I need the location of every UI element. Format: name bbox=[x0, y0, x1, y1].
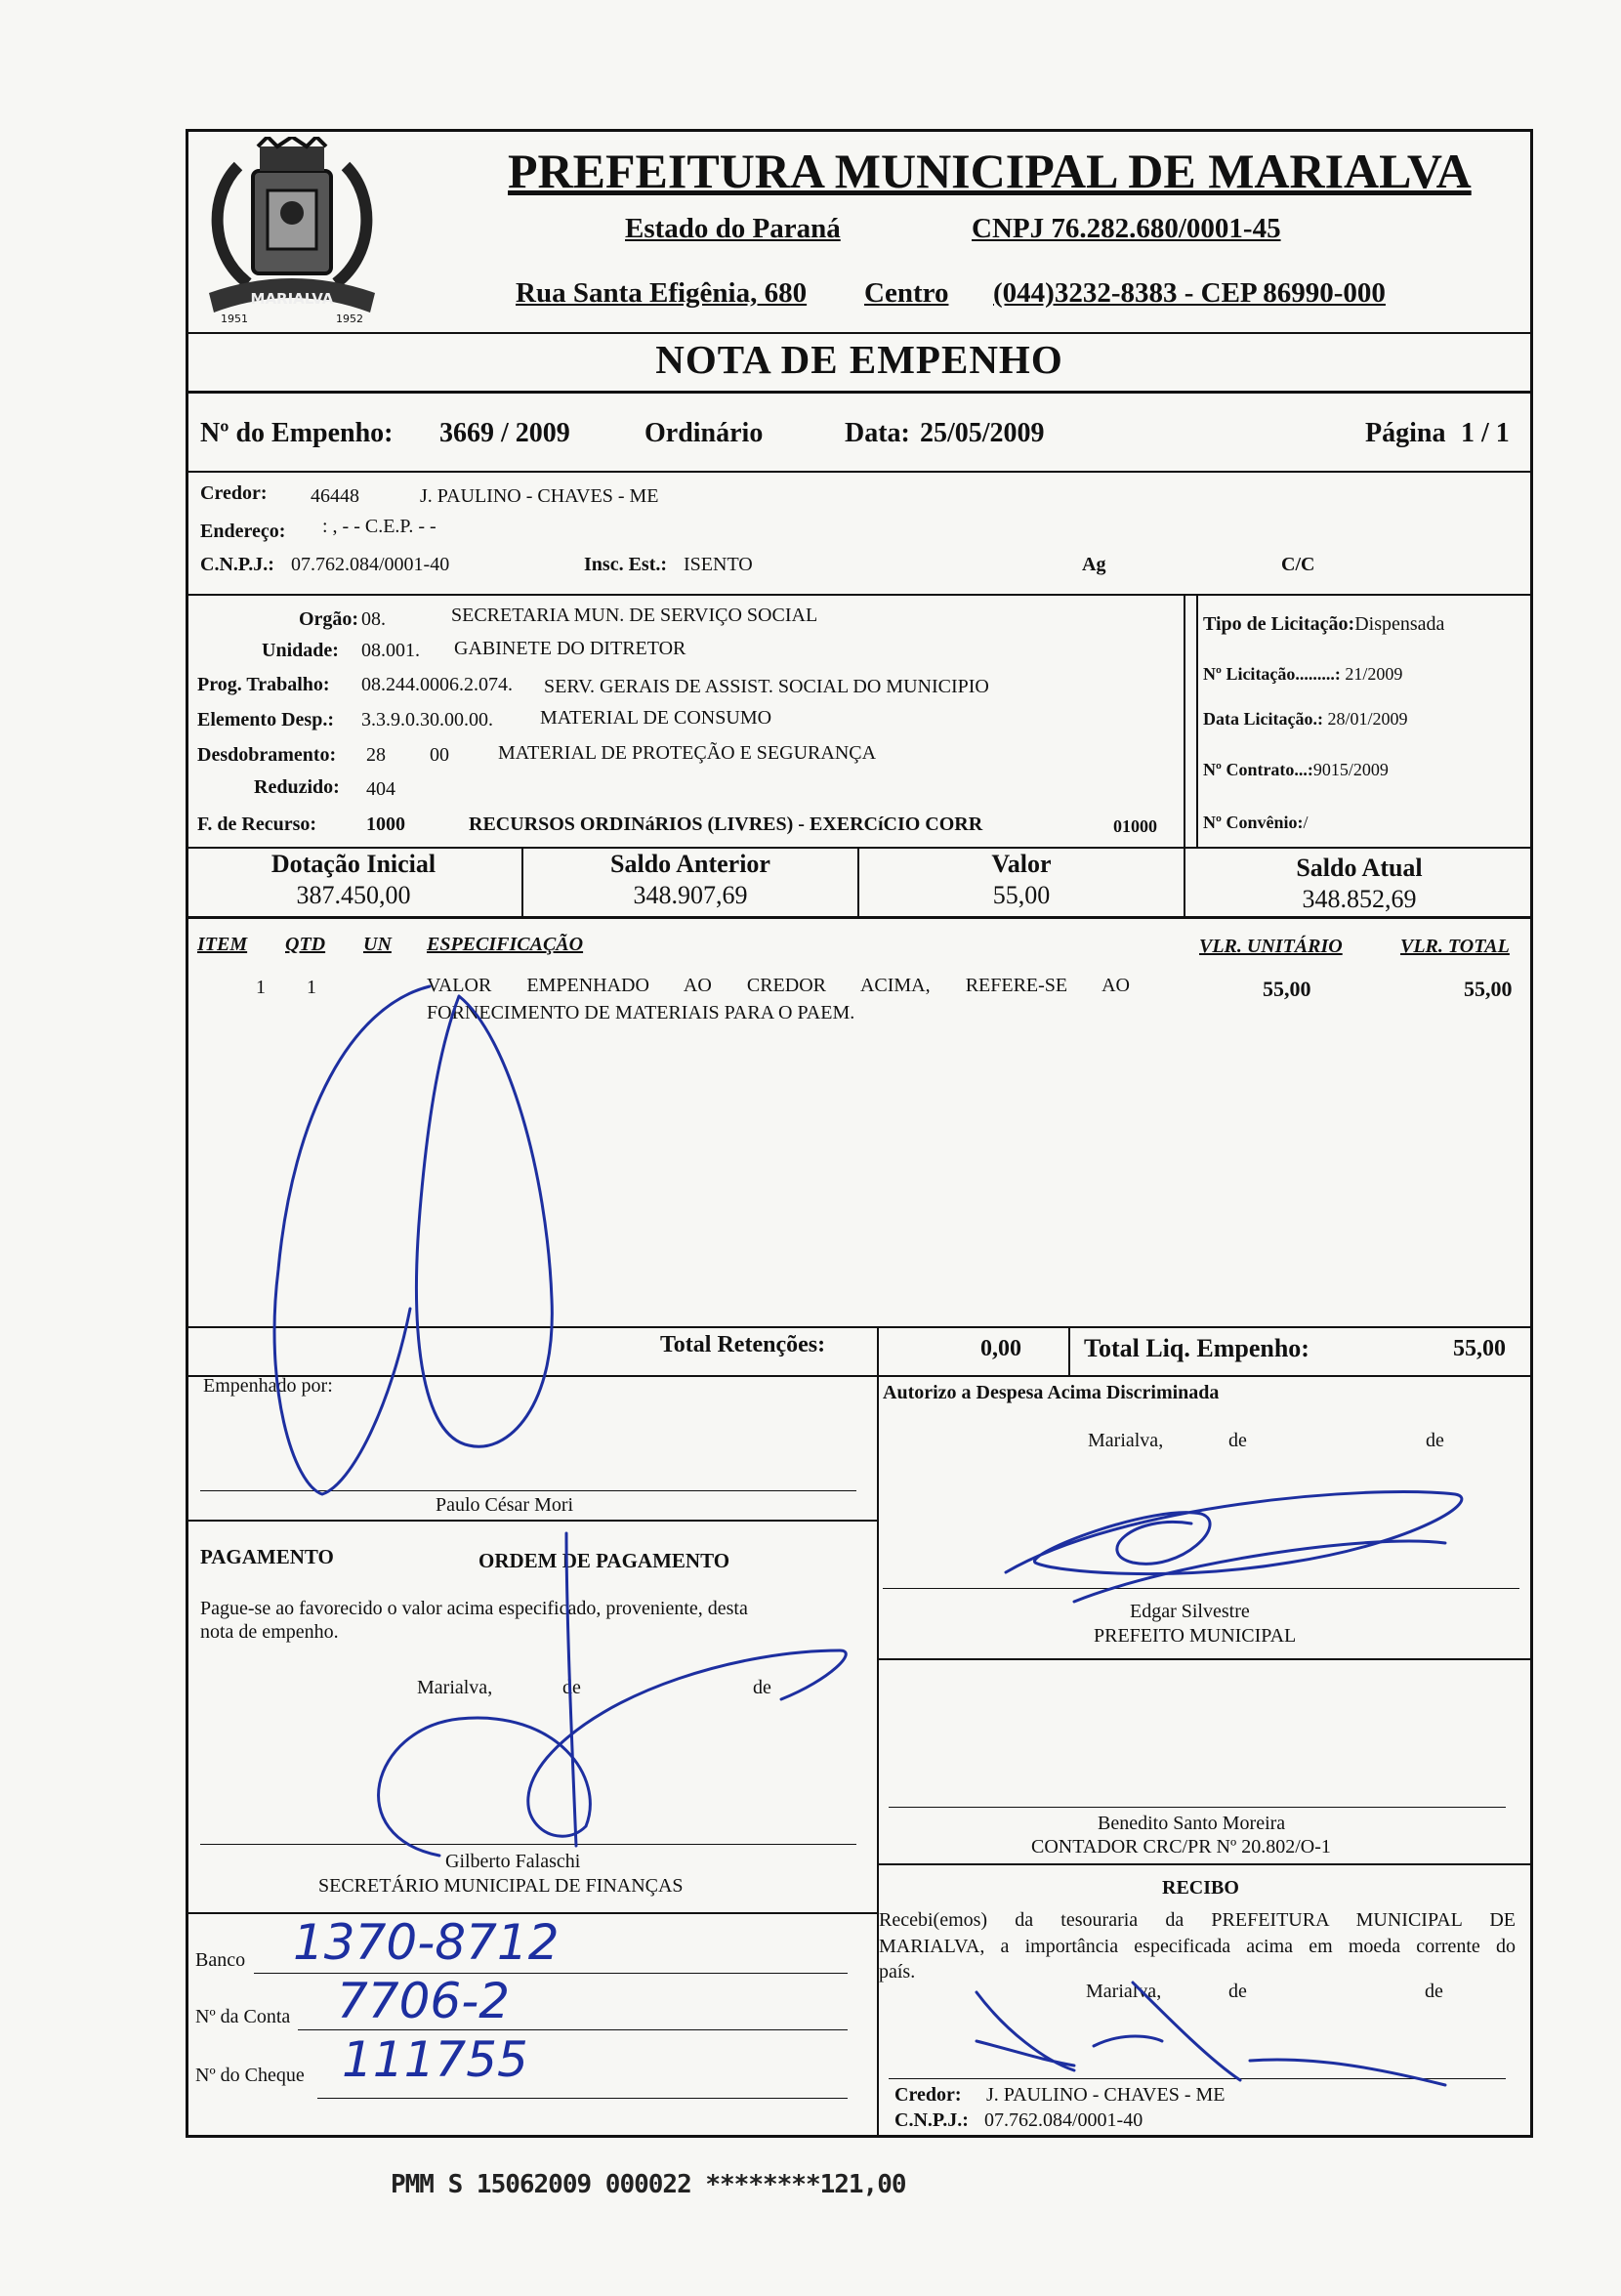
doc-title: NOTA DE EMPENHO bbox=[655, 337, 1063, 382]
licitacao-tipo-value: Dispensada bbox=[1354, 613, 1445, 635]
licitacao-data-value: 28/01/2009 bbox=[1327, 709, 1408, 729]
ordem-marialva: Marialva, bbox=[417, 1677, 493, 1698]
insc-label: Insc. Est.: bbox=[584, 554, 668, 575]
saldo-atual-value: 348.852,69 bbox=[1302, 885, 1417, 913]
banco-handwritten: 1370-8712 bbox=[293, 1914, 560, 1971]
unidade-desc: GABINETE DO DITRETOR bbox=[454, 638, 686, 659]
cheque-label: Nº do Cheque bbox=[195, 2065, 305, 2086]
licitacao-data bbox=[1203, 709, 1407, 730]
unidade-label: Unidade: bbox=[262, 640, 339, 661]
credor-cnpj-label: C.N.P.J.: bbox=[200, 554, 274, 575]
liquido-label: Total Liq. Empenho: bbox=[1084, 1334, 1309, 1362]
conta-label: Nº da Conta bbox=[195, 2006, 291, 2027]
prefeito-cargo: PREFEITO MUNICIPAL bbox=[1094, 1625, 1297, 1647]
desdobramento-code1: 28 bbox=[366, 744, 386, 766]
saldo-atual-label: Saldo Atual bbox=[1296, 854, 1423, 882]
cc-label: C/C bbox=[1281, 554, 1315, 575]
licitacao-data-label: Data Licitação.: bbox=[1203, 709, 1323, 729]
autorizo-de1: de bbox=[1228, 1430, 1247, 1451]
valor-value: 55,00 bbox=[992, 881, 1051, 909]
licitacao-contrato bbox=[1203, 760, 1389, 780]
empenho-date-label: Data: bbox=[845, 418, 910, 448]
col-total: VLR. TOTAL bbox=[1400, 936, 1510, 957]
recibo-texto-1: Recebi(emos) da tesouraria da PREFEITURA MUNICIPAL DE bbox=[879, 1909, 1516, 1931]
recibo-de2: de bbox=[1425, 1981, 1443, 2002]
credor-label: Credor: bbox=[200, 482, 268, 504]
col-unit: VLR. UNITÁRIO bbox=[1199, 936, 1343, 957]
elemento-desc: MATERIAL DE CONSUMO bbox=[540, 707, 772, 729]
reduzido-code: 404 bbox=[366, 778, 395, 800]
credor-cnpj: 07.762.084/0001-40 bbox=[291, 554, 450, 575]
recibo-de1: de bbox=[1228, 1981, 1247, 2002]
ordem-pagamento-label: ORDEM DE PAGAMENTO bbox=[478, 1549, 730, 1572]
credor-name: J. PAULINO - CHAVES - ME bbox=[420, 485, 659, 507]
col-qtd: QTD bbox=[285, 934, 326, 955]
licitacao-convenio bbox=[1203, 813, 1308, 833]
contador-nome: Benedito Santo Moreira bbox=[1098, 1813, 1286, 1834]
saldo-anterior-value: 348.907,69 bbox=[633, 881, 748, 909]
retencoes-label: Total Retenções: bbox=[660, 1332, 826, 1357]
credor-code: 46448 bbox=[311, 485, 359, 507]
orgao-code: 08. bbox=[361, 608, 386, 630]
elemento-label: Elemento Desp.: bbox=[197, 709, 334, 731]
cnpj-label: CNPJ 76.282.680/0001-45 bbox=[972, 213, 1281, 244]
ordem-texto-1: Pague-se ao favorecido o valor acima especificado, proveniente, desta bbox=[200, 1598, 748, 1619]
recibo-texto-2: MARIALVA, a importância especificada acima em moeda corrente do bbox=[879, 1936, 1516, 1957]
ag-label: Ag bbox=[1082, 554, 1106, 575]
autorizo-text: Autorizo a Despesa Acima Discriminada bbox=[883, 1382, 1220, 1403]
banco-label: Banco bbox=[195, 1949, 246, 1971]
saldo-anterior-label: Saldo Anterior bbox=[610, 850, 770, 878]
licitacao-num-value: 21/2009 bbox=[1345, 664, 1403, 684]
district-label: Centro bbox=[864, 277, 949, 309]
prog-code: 08.244.0006.2.074. bbox=[361, 674, 513, 695]
recibo-texto-3: país. bbox=[879, 1961, 916, 1983]
dotacao-inicial-label: Dotação Inicial bbox=[270, 850, 436, 878]
licitacao-num bbox=[1203, 664, 1402, 685]
licitacao-convenio-label: Nº Convênio: bbox=[1203, 813, 1304, 832]
valor-label: Valor bbox=[991, 850, 1052, 878]
recibo-title: RECIBO bbox=[1162, 1877, 1239, 1899]
item-row-qtd: 1 bbox=[307, 977, 316, 998]
cheque-handwritten: 111755 bbox=[342, 2031, 528, 2088]
secretario-cargo: SECRETÁRIO MUNICIPAL DE FINANÇAS bbox=[318, 1875, 684, 1897]
fonte-number: 01000 bbox=[1113, 816, 1157, 836]
item-row-espec-line2: FORNECIMENTO DE MATERIAIS PARA O PAEM. bbox=[427, 1002, 855, 1023]
reduzido-label: Reduzido: bbox=[254, 776, 340, 798]
empenho-number: 3669 / 2009 bbox=[439, 418, 570, 448]
elemento-code: 3.3.9.0.30.00.00. bbox=[361, 709, 493, 731]
page-title: PREFEITURA MUNICIPAL DE MARIALVA bbox=[508, 144, 1472, 198]
address-label: Rua Santa Efigênia, 680 bbox=[516, 277, 808, 309]
ordem-texto-2: nota de empenho. bbox=[200, 1621, 339, 1643]
empenho-type: Ordinário bbox=[644, 418, 764, 448]
autorizo-marialva: Marialva, bbox=[1088, 1430, 1164, 1451]
endereco-value: : , - - C.E.P. - - bbox=[322, 516, 436, 537]
recibo-cnpj-label: C.N.P.J.: bbox=[894, 2109, 969, 2131]
licitacao-tipo bbox=[1203, 613, 1444, 636]
unidade-code: 08.001. bbox=[361, 640, 420, 661]
dotacao-inicial-value: 387.450,00 bbox=[296, 881, 411, 909]
desdobramento-label: Desdobramento: bbox=[197, 744, 337, 766]
retencoes-value: 0,00 bbox=[980, 1336, 1021, 1361]
recibo-credor-nome: J. PAULINO - CHAVES - ME bbox=[986, 2084, 1226, 2106]
empenhado-label: Empenhado por: bbox=[203, 1375, 333, 1397]
conta-handwritten: 7706-2 bbox=[337, 1973, 511, 2029]
state-label: Estado do Paraná bbox=[625, 213, 841, 244]
empenho-date: 25/05/2009 bbox=[920, 418, 1045, 448]
licitacao-tipo-label: Tipo de Licitação: bbox=[1203, 613, 1355, 635]
desdobramento-desc: MATERIAL DE PROTEÇÃO E SEGURANÇA bbox=[498, 742, 877, 764]
item-row-item: 1 bbox=[256, 977, 266, 998]
recibo-credor-label: Credor: bbox=[894, 2084, 962, 2106]
page-number: 1 / 1 bbox=[1461, 418, 1510, 448]
col-un: UN bbox=[363, 934, 392, 955]
col-item: ITEM bbox=[197, 934, 248, 955]
secretario-nome: Gilberto Falaschi bbox=[445, 1851, 581, 1872]
crest-logo bbox=[199, 137, 385, 332]
prog-label: Prog. Trabalho: bbox=[197, 674, 330, 695]
col-espec: ESPECIFICAÇÃO bbox=[427, 934, 584, 955]
licitacao-convenio-value: / bbox=[1303, 813, 1309, 832]
page-label: Página bbox=[1365, 418, 1446, 448]
recibo-marialva: Marialva, bbox=[1086, 1981, 1162, 2002]
empenho-number-label: Nº do Empenho: bbox=[200, 418, 394, 448]
phone-cep-label: (044)3232-8383 - CEP 86990-000 bbox=[993, 277, 1386, 309]
licitacao-contrato-value: 9015/2009 bbox=[1312, 760, 1389, 779]
desdobramento-code2: 00 bbox=[430, 744, 449, 766]
orgao-desc: SECRETARIA MUN. DE SERVIÇO SOCIAL bbox=[451, 605, 818, 626]
contador-cargo: CONTADOR CRC/PR Nº 20.802/O-1 bbox=[1031, 1836, 1331, 1858]
empenhado-nome: Paulo César Mori bbox=[436, 1494, 574, 1516]
recibo-cnpj: 07.762.084/0001-40 bbox=[984, 2109, 1143, 2131]
svg-text:MARIALVA: MARIALVA bbox=[250, 290, 334, 308]
svg-text:1952: 1952 bbox=[336, 313, 363, 325]
item-row-unit: 55,00 bbox=[1263, 977, 1311, 1001]
prog-desc: SERV. GERAIS DE ASSIST. SOCIAL DO MUNICIPIO bbox=[544, 676, 989, 697]
ordem-de2: de bbox=[753, 1677, 771, 1698]
autorizo-de2: de bbox=[1426, 1430, 1444, 1451]
item-row-espec-line1: VALOR EMPENHADO AO CREDOR ACIMA, REFERE-SE AO bbox=[427, 975, 1130, 996]
endereco-label: Endereço: bbox=[200, 521, 286, 542]
ordem-de1: de bbox=[562, 1677, 581, 1698]
licitacao-contrato-label: Nº Contrato...: bbox=[1203, 760, 1313, 779]
liquido-value: 55,00 bbox=[1453, 1336, 1506, 1361]
prefeito-nome: Edgar Silvestre bbox=[1130, 1601, 1250, 1622]
svg-text:1951: 1951 bbox=[221, 313, 248, 325]
fonte-label: F. de Recurso: bbox=[197, 814, 317, 835]
insc-value: ISENTO bbox=[684, 554, 753, 575]
orgao-label: Orgão: bbox=[299, 608, 359, 630]
pagamento-label: PAGAMENTO bbox=[200, 1545, 334, 1568]
fonte-desc: RECURSOS ORDINáRIOS (LIVRES) - EXERCíCIO CORR bbox=[469, 814, 983, 835]
fonte-code: 1000 bbox=[366, 814, 405, 835]
licitacao-num-label: Nº Licitação.........: bbox=[1203, 664, 1341, 684]
cash-register-stamp: PMM S 15062009 000022 ********121,00 bbox=[391, 2170, 906, 2199]
item-row-total: 55,00 bbox=[1464, 977, 1513, 1001]
